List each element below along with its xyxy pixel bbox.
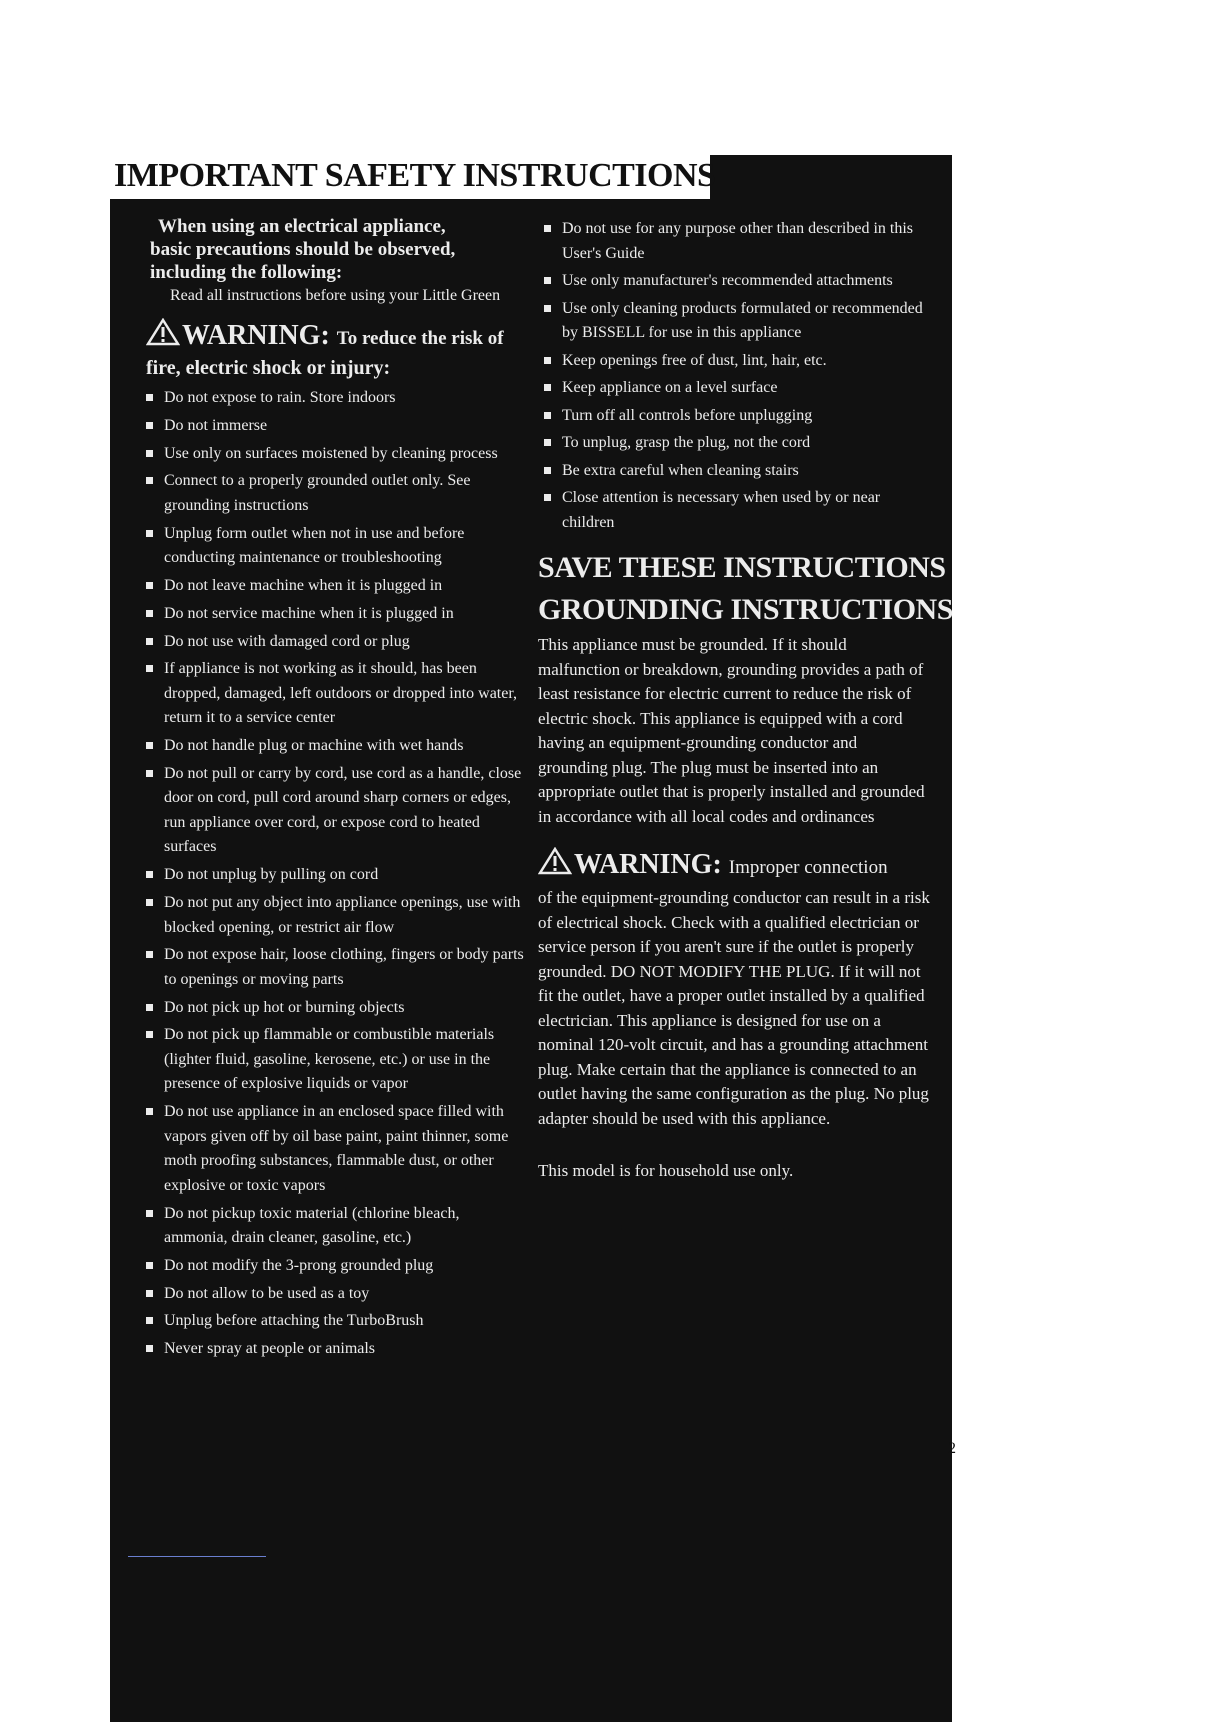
warning-lead: To reduce the risk of	[336, 328, 504, 349]
safety-bullet-item	[140, 863, 525, 888]
safety-bullet-item	[538, 376, 930, 401]
bullet-icon	[146, 1210, 153, 1217]
safety-bullet-item-text: If appliance is not working as it should, has been dropped, damaged, left outdoors or dropped into water, return it to a service center	[164, 660, 518, 727]
right-bullet-list	[538, 217, 930, 535]
warning-triangle-icon	[146, 318, 180, 355]
safety-bullet-item-text: Do not pull or carry by cord, use cord as a handle, close door on cord, pull cord around sharp corners or edges, run appliance over cord, or expose cord to heated surfaces	[164, 764, 522, 856]
safety-bullet-item	[140, 442, 525, 467]
safety-bullet-item-text: Do not use for any purpose other than described in this User's Guide	[562, 220, 914, 262]
bullet-icon	[544, 412, 551, 419]
safety-bullet-item-text: Close attention is necessary when used by or near children	[562, 489, 881, 531]
bullet-icon	[544, 225, 551, 232]
safety-bullet-item	[538, 217, 930, 266]
safety-bullet-item-text: Do not service machine when it is plugged in	[164, 604, 454, 622]
safety-bullet-item-text: To unplug, grasp the plug, not the cord	[562, 434, 811, 451]
safety-bullet-item-text: Keep openings free of dust, lint, hair, etc.	[562, 351, 827, 369]
safety-bullet-item	[538, 459, 930, 484]
bullet-icon	[146, 899, 153, 906]
warning-triangle-icon	[538, 847, 572, 885]
safety-bullet-item	[538, 297, 930, 346]
intro-note: Read all instructions before using your Little Green	[170, 287, 501, 304]
safety-bullet-item-text: Use only manufacturer's recommended attachments	[562, 272, 893, 289]
bullet-icon	[146, 665, 153, 672]
safety-bullet-item	[140, 891, 525, 940]
safety-bullet-item-text: Do not expose hair, loose clothing, fingers or body parts to openings or moving parts	[164, 946, 524, 988]
safety-bullet-item	[140, 1100, 525, 1198]
bullet-icon	[146, 422, 153, 429]
bullet-icon	[544, 357, 551, 364]
safety-bullet-item-text: Connect to a properly grounded outlet only. See grounding instructions	[164, 472, 471, 514]
safety-bullet-item-text: Do not expose to rain. Store indoors	[164, 389, 396, 406]
household-note: This model is for household use only.	[538, 1161, 794, 1180]
bullet-icon	[544, 305, 551, 312]
safety-bullet-item-text: Do not immerse	[164, 416, 268, 434]
safety-bullet-item	[140, 657, 525, 731]
safety-bullet-item-text: Do not pick up hot or burning objects	[164, 998, 405, 1016]
safety-bullet-item	[538, 404, 930, 429]
safety-bullet-item	[538, 349, 930, 374]
safety-bullet-item	[140, 1282, 525, 1307]
safety-bullet-item	[140, 1254, 525, 1279]
bullet-icon	[146, 742, 153, 749]
intro-heading	[140, 215, 525, 284]
bullet-icon	[146, 770, 153, 777]
safety-bullet-item-text: Unplug form outlet when not in use and before conducting maintenance or troubleshooting	[164, 524, 465, 567]
safety-bullet-item-text: Use only on surfaces moistened by cleaning process	[164, 444, 498, 462]
grounding-heading: GROUNDING INSTRUCTIONS	[538, 593, 953, 626]
safety-bullet-item-text: Do not leave machine when it is plugged in	[164, 576, 443, 594]
safety-bullet-item	[140, 630, 525, 655]
safety-bullet-item-text: Do not modify the 3-prong grounded plug	[164, 1256, 434, 1274]
left-bullet-list	[140, 386, 525, 1362]
bullet-icon	[146, 871, 153, 878]
safety-bullet-item-text: Do not unplug by pulling on cord	[164, 866, 379, 884]
safety-bullet-item	[140, 1309, 525, 1334]
bullet-icon	[146, 1004, 153, 1011]
page-number: 2	[948, 1440, 956, 1457]
safety-bullet-item-text: Never spray at people or animals	[164, 1340, 376, 1358]
right-column	[538, 217, 953, 1184]
bullet-icon	[544, 439, 551, 446]
intro-line-2: basic precautions should be observed,	[150, 239, 456, 260]
intro-line-1: When using an electrical appliance,	[158, 216, 446, 237]
intro-line-3: including the following:	[150, 262, 343, 283]
safety-bullet-item	[140, 996, 525, 1021]
warning-label: WARNING:	[182, 320, 330, 351]
warning-2-heading	[538, 847, 930, 886]
bullet-icon	[544, 467, 551, 474]
bullet-icon	[146, 1345, 153, 1352]
bullet-icon	[146, 582, 153, 589]
safety-bullet-item	[140, 1202, 525, 1251]
safety-bullet-item	[140, 734, 525, 759]
bullet-icon	[146, 1262, 153, 1269]
bullet-icon	[544, 277, 551, 284]
safety-bullet-item	[140, 469, 525, 518]
bullet-icon	[146, 1317, 153, 1324]
safety-bullet-item-text: Keep appliance on a level surface	[562, 379, 778, 396]
safety-bullet-item	[140, 574, 525, 599]
safety-bullet-item-text: Do not handle plug or machine with wet hands	[164, 737, 464, 755]
safety-bullet-item	[538, 269, 930, 294]
safety-bullet-item	[538, 431, 930, 456]
safety-bullet-item	[140, 762, 525, 860]
safety-bullet-item-text: Do not pick up flammable or combustible materials (lighter fluid, gasoline, kerosene, etc.) or use in the presence of explosive liquids or vapor	[164, 1026, 495, 1093]
safety-bullet-item	[140, 602, 525, 627]
safety-bullet-item	[140, 1023, 525, 1097]
warning-2-text: of the equipment-grounding conductor can result in a risk of electrical shock. Check with a qualified electrician or service person if you aren't sure if the outlet is properly grounded. DO NOT MODIFY THE PLUG. If it will not fit the outlet, have a proper outlet installed by a qualified electrician. This appliance is designed for use on a nominal 120-volt circuit, and has a grounding attachment plug. Make certain that the appliance is connected to an outlet having the same configuration as the plug. No plug adapter should be used with this appliance.	[538, 888, 930, 1128]
safety-bullet-item-text: Be extra careful when cleaning stairs	[562, 461, 799, 479]
safety-bullet-item	[140, 386, 525, 411]
warning-heading	[146, 318, 525, 356]
safety-bullet-item-text: Do not use appliance in an enclosed space filled with vapors given off by oil base paint, paint thinner, some moth proofing substances, flammable dust, or other explosive or toxic vapors	[164, 1103, 509, 1194]
bullet-icon	[146, 1031, 153, 1038]
warning-2-lead: Improper connection	[728, 857, 888, 878]
bullet-icon	[146, 477, 153, 484]
grounding-text: This appliance must be grounded. If it should malfunction or breakdown, grounding provides a path of least resistance for electric current to reduce the risk of electric shock. This appliance is equipped with a cord having an equipment-grounding conductor and grounding plug. The plug must be inserted into an appropriate outlet that is properly installed and grounded in accordance with all local codes and ordinances	[538, 635, 925, 826]
bullet-icon	[146, 610, 153, 617]
left-column	[140, 215, 525, 1365]
title-tab	[110, 155, 716, 199]
safety-bullet-item-text: Do not put any object into appliance openings, use with blocked opening, or restrict air flow	[164, 894, 521, 936]
bullet-icon	[146, 450, 153, 457]
safety-bullet-item	[140, 522, 525, 571]
bullet-icon	[544, 494, 551, 501]
page-title: IMPORTANT SAFETY INSTRUCTIONS	[114, 157, 716, 194]
bullet-icon	[544, 384, 551, 391]
warning-2-label: WARNING:	[574, 849, 722, 880]
safety-bullet-item-text: Turn off all controls before unplugging	[562, 406, 813, 424]
save-instructions-heading: SAVE THESE INSTRUCTIONS	[538, 551, 946, 584]
safety-bullet-item-text: Use only cleaning products formulated or recommended by BISSELL for use in this appliance	[562, 299, 923, 341]
footer-rule	[128, 1556, 266, 1557]
bullet-icon	[146, 638, 153, 645]
bullet-icon	[146, 1108, 153, 1115]
safety-bullet-item	[140, 414, 525, 439]
safety-bullet-item	[140, 1337, 525, 1362]
bullet-icon	[146, 951, 153, 958]
warning-continuation: fire, electric shock or injury:	[146, 357, 391, 379]
safety-bullet-item-text: Do not allow to be used as a toy	[164, 1284, 370, 1302]
safety-bullet-item-text: Unplug before attaching the TurboBrush	[164, 1312, 424, 1330]
bullet-icon	[146, 530, 153, 537]
safety-bullet-item-text: Do not use with damaged cord or plug	[164, 632, 410, 650]
safety-bullet-item	[538, 486, 930, 535]
safety-bullet-item	[140, 943, 525, 992]
bullet-icon	[146, 394, 153, 401]
safety-bullet-item-text: Do not pickup toxic material (chlorine bleach, ammonia, drain cleaner, gasoline, etc.)	[164, 1204, 460, 1247]
bullet-icon	[146, 1290, 153, 1297]
